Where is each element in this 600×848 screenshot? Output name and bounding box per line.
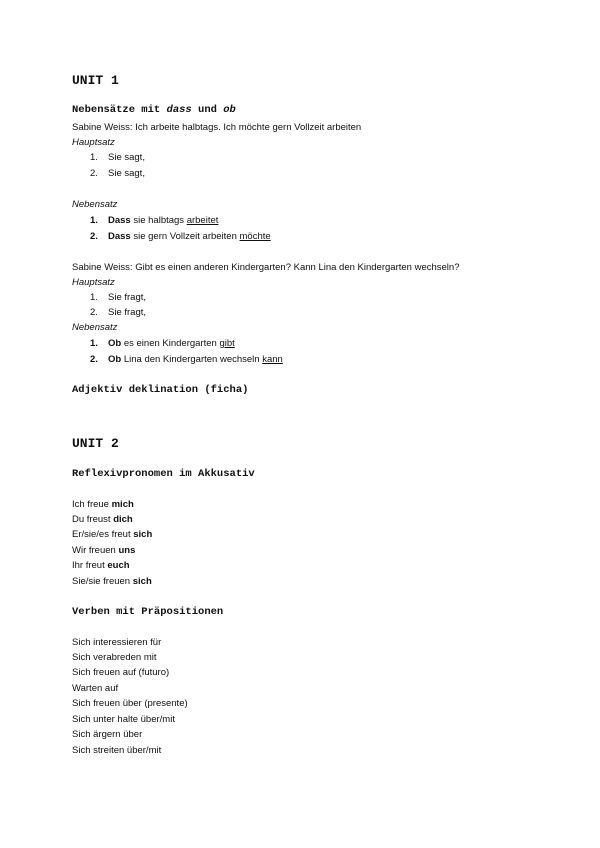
- list-item: Du freust dich: [72, 514, 133, 525]
- list-item: Sich unter halte über/mit: [72, 714, 175, 725]
- list-item: 1. Sie sagt,: [90, 152, 145, 163]
- unit2-heading-verben: Verben mit Präpositionen: [72, 606, 224, 618]
- list-item: Ihr freut euch: [72, 560, 130, 571]
- unit1-heading-nebensaetze: Nebensätze mit dass und ob: [72, 104, 236, 116]
- list-item: 2. Ob Lina den Kindergarten wechseln kann: [90, 354, 283, 365]
- dialog-line-1: Sabine Weiss: Ich arbeite halbtags. Ich möchte gern Vollzeit arbeiten: [72, 122, 362, 133]
- list-item: 2. Dass sie gern Vollzeit arbeiten möchte: [90, 231, 271, 242]
- list-item: Sich freuen auf (futuro): [72, 667, 170, 678]
- dialog-line-2: Sabine Weiss: Gibt es einen anderen Kindergarten? Kann Lina den Kindergarten wechseln?: [72, 262, 460, 273]
- list-item: 1. Dass sie halbtags arbeitet: [90, 215, 219, 226]
- list-item: 1. Ob es einen Kindergarten gibt: [90, 338, 235, 349]
- list-item: 1. Sie fragt,: [90, 292, 147, 303]
- list-item: Wir freuen uns: [72, 545, 136, 556]
- list-item: Sie/sie freuen sich: [72, 576, 152, 587]
- unit1-title: UNIT 1: [72, 73, 119, 88]
- unit1-heading-adjektiv: Adjektiv deklination (ficha): [72, 384, 249, 396]
- nebensatz-label: Nebensatz: [72, 199, 118, 210]
- unit2-title: UNIT 2: [72, 436, 119, 451]
- list-item: Sich freuen über (presente): [72, 698, 188, 709]
- list-item: Sich ärgern über: [72, 729, 143, 740]
- list-item: Er/sie/es freut sich: [72, 529, 153, 540]
- list-item: 2. Sie sagt,: [90, 168, 145, 179]
- hauptsatz-label: Hauptsatz: [72, 137, 115, 148]
- list-item: Warten auf: [72, 683, 119, 694]
- nebensatz-label: Nebensatz: [72, 322, 118, 333]
- list-item: Sich streiten über/mit: [72, 745, 162, 756]
- list-item: Ich freue mich: [72, 499, 134, 510]
- hauptsatz-label: Hauptsatz: [72, 277, 115, 288]
- list-item: Sich interessieren für: [72, 637, 162, 648]
- list-item: 2. Sie fragt,: [90, 307, 147, 318]
- unit2-heading-reflexiv: Reflexivpronomen im Akkusativ: [72, 468, 255, 480]
- list-item: Sich verabreden mit: [72, 652, 157, 663]
